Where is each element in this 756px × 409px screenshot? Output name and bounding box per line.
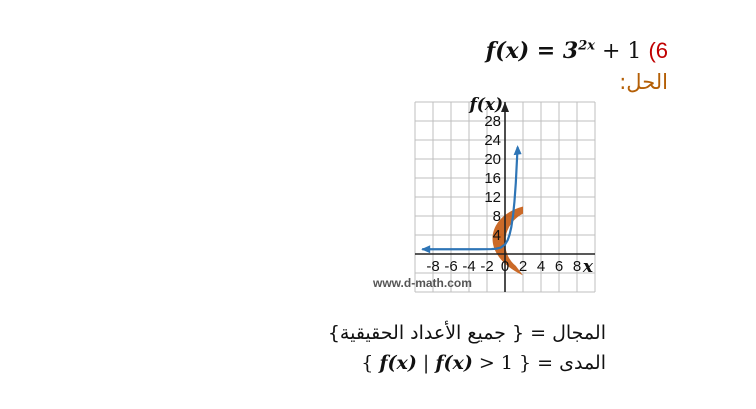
range-fx-left: f(x) xyxy=(379,352,417,374)
range-set xyxy=(361,352,531,374)
function-definition xyxy=(486,38,595,64)
x-tick-label: -4 xyxy=(462,258,476,275)
range-open-brace: { xyxy=(361,352,374,374)
range-condition: > 1 xyxy=(478,352,513,374)
range-fx-right: f(x) xyxy=(435,352,473,374)
function-curve-group xyxy=(421,145,521,253)
y-tick-label: 8 xyxy=(492,208,501,225)
y-tick-label: 4 xyxy=(492,227,501,244)
range-label: المدى xyxy=(559,352,606,374)
solution-label: الحل: xyxy=(619,70,668,94)
y-tick-label: 24 xyxy=(484,132,501,149)
function-graph xyxy=(365,92,605,307)
problem-statement xyxy=(486,38,668,64)
x-axis-label: x xyxy=(582,257,593,277)
formula-suffix: + 1 xyxy=(602,39,642,64)
x-tick-label: 2 xyxy=(518,258,528,275)
domain-label: المجال xyxy=(552,322,606,344)
formula-exponent: 2x xyxy=(578,38,595,54)
problem-number: (6 xyxy=(648,38,668,63)
x-tick-label: 6 xyxy=(554,258,564,275)
y-tick-label: 28 xyxy=(484,113,501,130)
y-axis-label: f(x) xyxy=(469,95,503,115)
domain-equals: = xyxy=(530,322,547,344)
x-tick-label: 8 xyxy=(572,258,582,275)
y-tick-label: 20 xyxy=(484,151,501,168)
y-tick-label: 12 xyxy=(484,189,501,206)
formula-prefix: f(x) = 3 xyxy=(485,38,579,64)
range-close-brace: } xyxy=(518,352,532,374)
domain-statement xyxy=(328,322,606,344)
x-tick-label: -6 xyxy=(444,258,458,275)
y-tick-label: 16 xyxy=(484,170,501,187)
x-tick-label: 0 xyxy=(500,258,510,275)
x-tick-label: -8 xyxy=(426,258,440,275)
range-bar: | xyxy=(422,352,430,374)
x-tick-label: 4 xyxy=(536,258,546,275)
x-tick-label: -2 xyxy=(480,258,494,275)
watermark: www.d-math.com xyxy=(373,276,472,290)
range-statement xyxy=(361,352,606,374)
curve-arrow-up-icon xyxy=(514,145,522,155)
domain-value: { جميع الأعداد الحقيقية} xyxy=(327,322,525,344)
curve-arrow-left-icon xyxy=(421,245,430,253)
range-equals: = xyxy=(537,352,554,374)
